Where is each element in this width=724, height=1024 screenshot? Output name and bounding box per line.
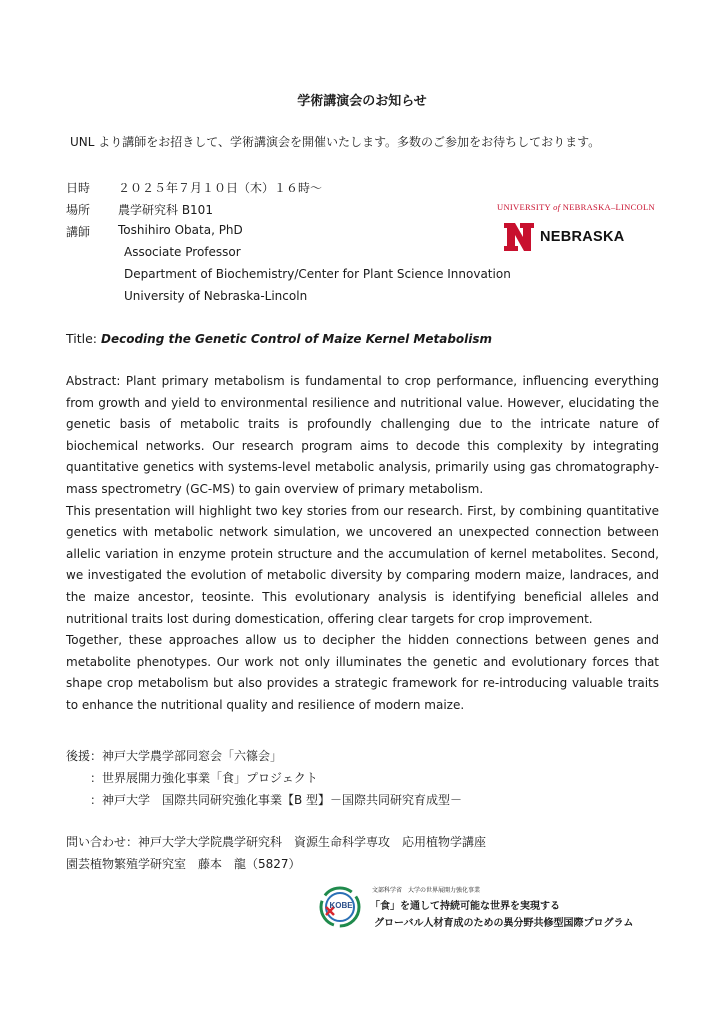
contact-line: 園芸植物繁殖学研究室 藤本 龍（5827）	[66, 857, 301, 871]
program-title-line1: 「食」を通して持続可能な世界を実現する	[370, 901, 560, 912]
support-section	[66, 745, 462, 811]
abstract-paragraph: This presentation will highlight two key stories from our research. First, by combining quantitative genetics with metabolic network simulation, we uncovered an unexpected connection between allelic variation in enzyme protein structure and the accumulation of kernel metabolites. Second, we investigated the evolution of metabolic diversity by comparing modern maize, landraces, and the maize ancestor, teosinte. This evolutionary analysis is identifying beneficial alleles and nutritional traits lost during domestication, offering clear targets for crop improvement.	[66, 503, 659, 626]
program-title-line2: グローバル人材育成のための異分野共修型国際プログラム	[374, 918, 634, 929]
intro-text: UNL より講師をお招きして、学術講演会を開催いたします。多数のご参加をお待ちしております。	[70, 135, 601, 149]
speaker-position: Associate Professor	[124, 245, 241, 259]
abstract	[66, 371, 659, 717]
place-label: 場所	[66, 203, 91, 217]
speaker-university: University of Nebraska-Lincoln	[124, 289, 308, 303]
program-sponsor: 文部科学省 大学の世界展開力強化事業	[372, 887, 481, 894]
kobe-logo-text: KOBE	[329, 901, 353, 910]
place-value: 農学研究科 B101	[118, 203, 213, 217]
support-line: ：神戸大学 国際共同研究強化事業【B 型】－国際共同研究育成型－	[90, 793, 463, 807]
page-title: 学術講演会のお知らせ	[297, 94, 427, 109]
unl-university-text: UNIVERSITY of NEBRASKA–LINCOLN	[497, 202, 655, 212]
speaker-label: 講師	[66, 225, 91, 239]
abstract-paragraph: Together, these approaches allow us to decipher the hidden connections between genes and metabolite phenotypes. Our work not only illuminates the genetic and evolutionary forces that shape crop metabolism but also provides a strategic framework for re-introducing valuable traits to enhance the nutritional quality and resilience of modern maize.	[66, 633, 659, 712]
speaker-name: Toshihiro Obata, PhD	[118, 223, 243, 237]
contact-section	[66, 831, 486, 875]
speaker-department: Department of Biochemistry/Center for Plant Science Innovation	[124, 267, 511, 281]
support-line: ：世界展開力強化事業「食」プロジェクト	[90, 771, 318, 785]
abstract-paragraph: Abstract: Plant primary metabolism is fundamental to crop performance, influencing everything from growth and yield to environmental resilience and nutritional value. However, elucidating the genetic basis of metabolic traits is profoundly challenging due to the intricate nature of biochemical networks. Our research program aims to decode this complexity by integrating quantitative genetics with systems-level metabolic analysis, primarily using gas chromatography-mass spectrometry (GC-MS) to gain overview of primary metabolism.	[66, 374, 659, 496]
kobe-program-logo-icon	[318, 885, 362, 929]
support-line: 後援：神戸大学農学部同窓会「六篠会」	[66, 749, 283, 763]
date-label: 日時	[66, 181, 91, 195]
contact-line: 問い合わせ：神戸大学大学院農学研究科 資源生命科学専攻 応用植物学講座	[66, 835, 487, 849]
nebraska-wordmark: NEBRASKA	[540, 229, 625, 245]
talk-title: Title: Decoding the Genetic Control of Maize Kernel Metabolism	[66, 331, 493, 346]
nebraska-n-logo-icon	[503, 222, 535, 252]
date-value: ２０２５年７月１０日（木）１６時〜	[118, 181, 323, 195]
